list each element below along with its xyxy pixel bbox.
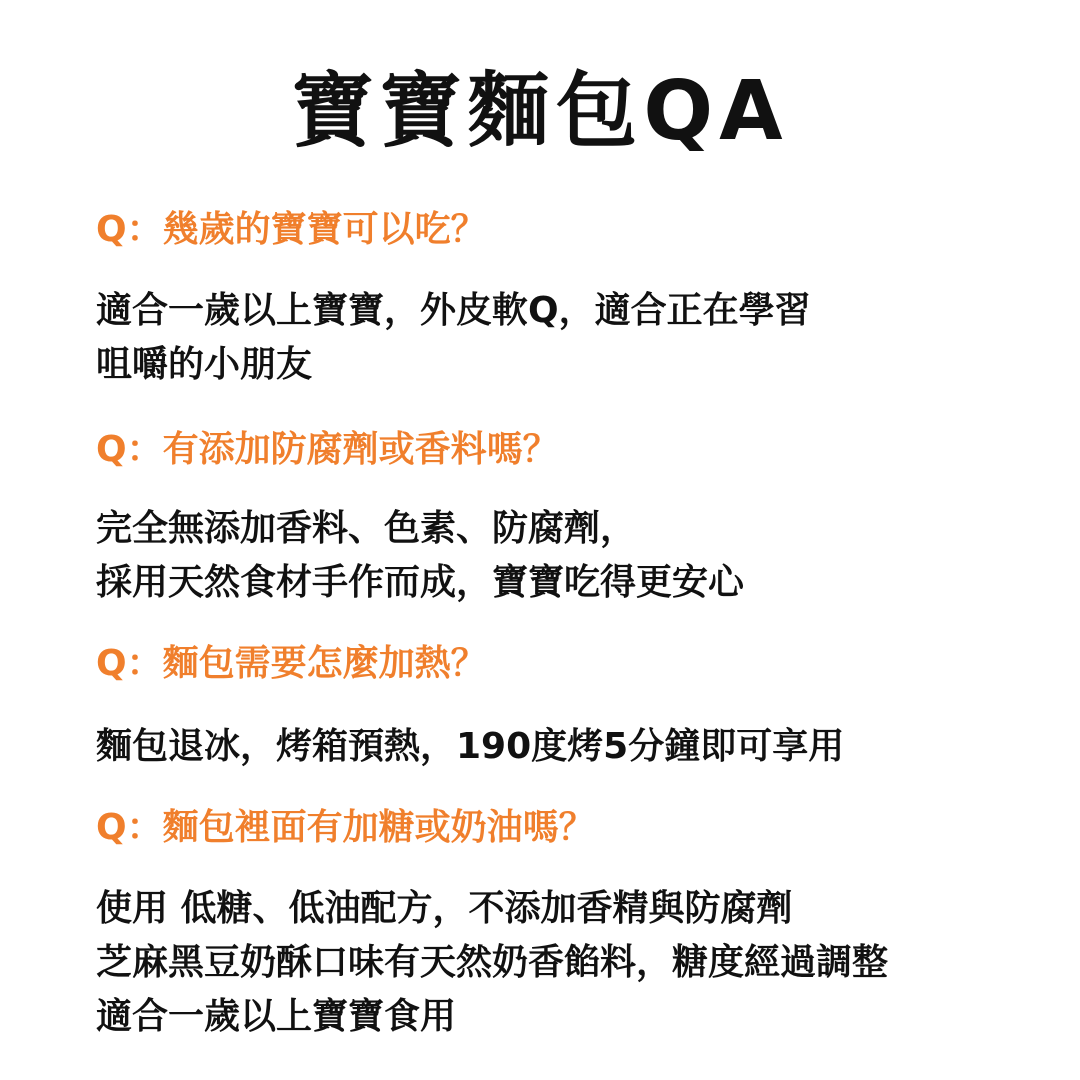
answer <box>96 284 1036 392</box>
answer-line: 適合一歲以上寶寶，外皮軟Q，適合正在學習 <box>96 290 811 331</box>
question: Q：麵包需要怎麼加熱？ <box>96 643 487 684</box>
answer-line: 麵包退冰，烤箱預熱，190度烤5分鐘即可享用 <box>96 726 845 767</box>
qa-list <box>96 204 1036 1044</box>
qa-item <box>96 638 1036 774</box>
answer-line: 咀嚼的小朋友 <box>96 344 313 385</box>
answer-line: 適合一歲以上寶寶食用 <box>96 996 457 1037</box>
qa-item <box>96 424 1036 610</box>
qa-item <box>96 204 1036 392</box>
answer-line: 採用天然食材手作而成，寶寶吃得更安心 <box>96 562 745 603</box>
answer-line: 完全無添加香料、色素、防腐劑， <box>96 508 637 549</box>
question: Q：幾歲的寶寶可以吃？ <box>96 209 487 250</box>
page-title: 寶寶麵包QA <box>291 64 789 159</box>
question: Q：有添加防腐劑或香料嗎？ <box>96 429 559 470</box>
answer <box>96 882 1036 1044</box>
qa-item <box>96 802 1036 1044</box>
answer-line: 芝麻黑豆奶酥口味有天然奶香餡料，糖度經過調整 <box>96 942 889 983</box>
answer <box>96 720 1036 774</box>
answer <box>96 502 1036 610</box>
answer-line: 使用 低糖、低油配方，不添加香精與防腐劑 <box>96 888 793 929</box>
question: Q：麵包裡面有加糖或奶油嗎？ <box>96 807 595 848</box>
